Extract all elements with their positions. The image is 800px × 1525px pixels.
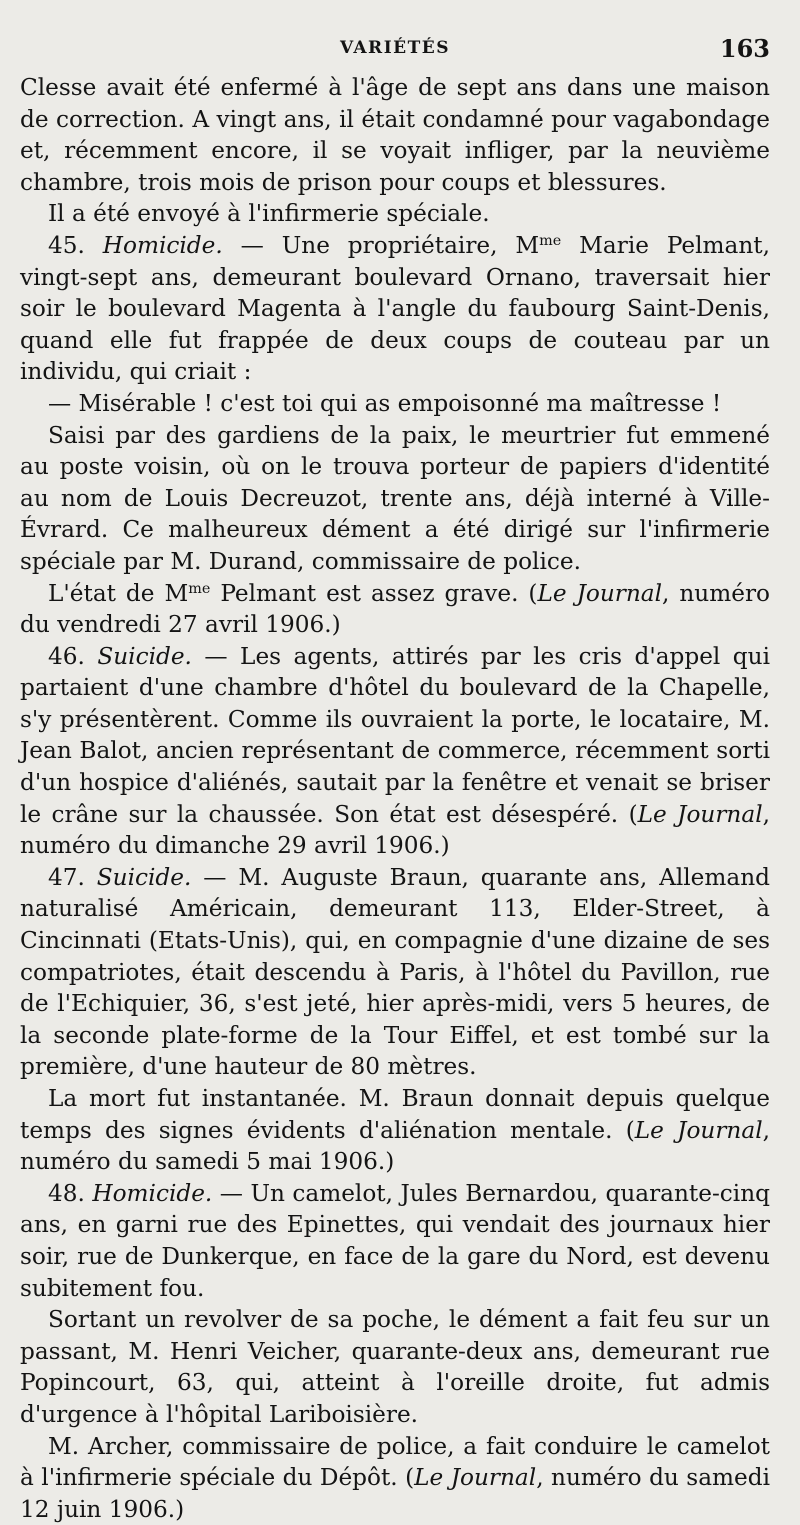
paragraph-text: Sortant un revolver de sa poche, le dément a fait feu sur un passant, M. Henri Veicher, quarante-deux ans, demeurant rue Popincourt, 63, qui, atteint à l'oreille droite, fut admis d'urgence à l'hôpital Lariboisière. — [20, 1306, 770, 1428]
superscript-abbrev: me — [188, 580, 211, 597]
paragraph-source — [20, 1083, 770, 1178]
case-number: 45. — [48, 231, 85, 259]
case-number: 48. — [48, 1179, 85, 1207]
paragraph-text: Clesse avait été enfermé à l'âge de sept ans dans une maison de correction. A vingt ans, il était condamné pour vagabondage et, récemment encore, il se voyait infliger, par la neuvième chambre, trois mois de prison pour coups et blessures. — [20, 74, 770, 196]
paragraph-text: Pelmant est assez grave. ( — [210, 579, 538, 607]
case-entry-46 — [20, 641, 770, 862]
paragraph-quote — [20, 388, 770, 420]
case-title: Homicide. — [92, 1179, 213, 1207]
paragraph — [20, 420, 770, 578]
paragraph-source — [20, 1431, 770, 1525]
paragraph-text: , numéro du dimanche 29 avril 1906.) — [20, 800, 770, 860]
paragraph-text: L'état de M — [48, 579, 189, 607]
paragraph-text: La mort fut instantanée. M. Braun donnait depuis quelque temps des signes évidents d'aliénation mentale. ( — [20, 1085, 770, 1144]
superscript-abbrev: me — [539, 233, 562, 250]
paragraph-source — [20, 578, 770, 641]
paragraph — [20, 198, 770, 230]
case-title: Suicide. — [96, 863, 192, 891]
paragraph-text: M. Archer, commissaire de police, a fait conduire le camelot à l'infirmerie spéciale du Dépôt. ( — [20, 1432, 770, 1492]
running-head — [20, 30, 770, 72]
paragraph-text: , numéro du vendredi 27 avril 1906.) — [20, 579, 770, 639]
paragraph — [20, 1304, 770, 1430]
case-entry-47 — [20, 862, 770, 1083]
paragraph-text: — Un camelot, Jules Bernardou, quarante-cinq ans, en garni rue des Epinettes, qui vendait des journaux hier soir, rue de Dunkerque, en face de la gare du Nord, est devenu subitement fou. — [20, 1179, 770, 1302]
paragraph-text: Marie Pelmant, vingt-sept ans, demeurant boulevard Ornano, traversait hier soir le boulevard Magenta à l'angle du faubourg Saint-Denis, quand elle fut frappée de deux coups de couteau par un individu, qui criait : — [20, 231, 770, 386]
case-entry-48 — [20, 1178, 770, 1304]
paragraph-text: — Les agents, attirés par les cris d'appel qui partaient d'une chambre d'hôtel du boulevard de la Chapelle, s'y présentèrent. Comme ils ouvraient la porte, le locataire, M. Jean Balot, ancien représentant de commerce, récemment sorti d'un hospice d'aliénés, sautait par la fenêtre et venait se briser le crâne sur la chaussée. Son état est désespéré. ( — [20, 642, 770, 828]
case-title: Suicide. — [97, 642, 192, 670]
journal-title: Le Journal — [414, 1464, 537, 1492]
paragraph-text: Il a été envoyé à l'infirmerie spéciale. — [48, 200, 490, 228]
journal-title: Le Journal — [637, 800, 763, 828]
paragraph-text: — M. Auguste Braun, quarante ans, Allemand naturalisé Américain, demeurant 113, Elder-Street, à Cincinnati (Etats-Unis), qui, en compagnie d'une dizaine de ses compatriotes, était descendu à Paris, à l'hôtel du Pavillon, rue de l'Echiquier, 36, s'est jeté, hier après-midi, vers 5 heures, de la seconde plate-forme de la Tour Eiffel, et est tombé sur la première, d'une hauteur de 80 mètres. — [20, 863, 770, 1081]
case-title: Homicide. — [102, 231, 223, 259]
running-title: VARIÉTÉS — [340, 38, 450, 58]
paragraph-text: , numéro du samedi 5 mai 1906.) — [20, 1116, 770, 1176]
paragraph-text: — Une propriétaire, M — [222, 231, 540, 259]
case-number: 46. — [48, 642, 85, 670]
page-number: 163 — [719, 34, 770, 63]
paragraph-text: , numéro du samedi 12 juin 1906.) — [20, 1464, 770, 1523]
paragraph-text: Saisi par des gardiens de la paix, le meurtrier fut emmené au poste voisin, où on le trouva porteur de papiers d'identité au nom de Louis Decreuzot, trente ans, déjà interné à Ville-Évrard. Ce malheureux dément a été dirigé sur l'infirmerie spéciale par M. Durand, commissaire de police. — [20, 421, 770, 575]
case-entry-45 — [20, 230, 770, 388]
paragraph-text: — Misérable ! c'est toi qui as empoisonné ma maîtresse ! — [48, 389, 722, 417]
journal-title: Le Journal — [634, 1116, 763, 1144]
paragraph-continuation — [20, 72, 770, 198]
journal-title: Le Journal — [537, 579, 663, 607]
case-number: 47. — [48, 863, 85, 891]
body-text — [20, 72, 770, 1525]
